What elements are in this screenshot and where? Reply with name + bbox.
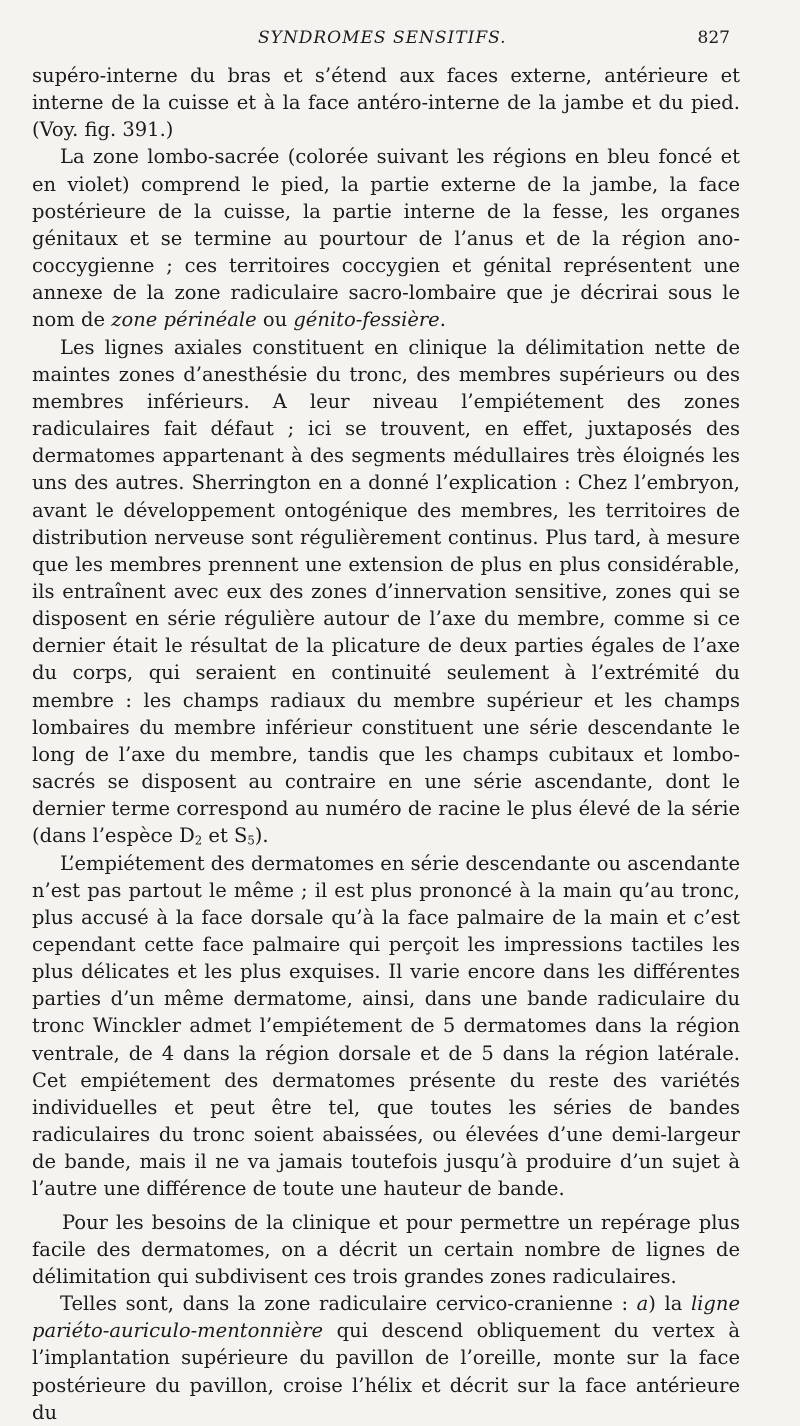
text-run: Pour les besoins de la clinique et pour permettre un repérage plus facile des dermatomes, on a décrit un certain nombre de lignes de délimitation qui subdivisent ces trois grandes zones radiculaires. xyxy=(32,1210,740,1288)
paragraph xyxy=(32,143,740,333)
text-run: ou xyxy=(256,308,294,332)
italic-text: génito-fessière xyxy=(293,308,440,332)
paragraph xyxy=(32,334,740,850)
italic-text: ligne pariéto-auriculo-mentonnière xyxy=(32,1292,740,1343)
text-run: L’empiétement des dermatomes en série descendante ou ascendante n’est pas partout le même ; il est plus prononcé à la main qu’au tronc, plus accusé à la face dorsale qu’à la face palmaire de la main et c’est cependant cette face palmaire qui perçoit les impressions tactiles les plus délicates et les plus exquises. Il varie encore dans les différentes parties d’un même dermatome, ainsi, dans une bande radiculaire du tronc Winckler admet l’empiétement de 5 dermatomes dans la région ventrale, de 4 dans la région dorsale et de 5 dans la région latérale. Cet empiétement des dermatomes présente du reste des variétés individuelles et peut être tel, que toutes les séries de bandes radiculaires du tronc soient abaissées, ou élevées d’une demi-largeur de bande, mais il ne va jamais toutefois jusqu’à produire d’un sujet à l’autre une différence de toute une hauteur de bande. xyxy=(32,851,740,1201)
text-run: supéro-interne du bras et s’étend aux faces externe, antérieure et interne de la cuisse et à la face antéro-interne de la jambe et du pied. (Voy. fig. 391.) xyxy=(32,64,740,142)
text-run: et S xyxy=(202,824,248,848)
subscript: 2 xyxy=(194,833,203,848)
page-number: 827 xyxy=(697,28,730,48)
text-run: ) la xyxy=(648,1292,691,1316)
text-run: ). xyxy=(254,824,269,848)
text-run: qui descend obliquement du vertex à l’implantation supérieure du pavillon de l’oreille, monte sur la face postérieure du pavillon, croise l’hélix et décrit sur la face antérieure du xyxy=(32,1319,740,1424)
text-run: Les lignes axiales constituent en clinique la délimitation nette de maintes zones d’anesthésie du tronc, des membres supérieurs ou des membres inférieurs. A leur niveau l’empiétement des zones radiculaires fait défaut ; ici se trouvent, en effet, juxtaposés des dermatomes appartenant à des segments médullaires très éloignés les uns des autres. Sherrington en a donné l’explication : Chez l’embryon, avant le développement ontogénique des membres, les territoires de distribution nerveuse sont régulièrement continus. Plus tard, à mesure que les membres prennent une extension de plus en plus considérable, ils entraînent avec eux des zones d’innervation sensitive, zones qui se disposent en série régulière autour de l’axe du membre, comme si ce dernier était le résultat de la plicature de deux parties égales de l’axe du corps, qui seraient en continuité seulement à l’extrémité du membre : les champs radiaux du membre supérieur et les champs lombaires du membre inférieur constituent une série descendante le long de l’axe du membre, tandis que les champs cubitaux et lombo-sacrés se disposent au contraire en une série ascendante, dont le dernier terme correspond au numéro de racine le plus élevé de la série (dans l’espèce D xyxy=(32,335,740,848)
body-text xyxy=(32,62,740,1426)
paragraph xyxy=(32,1290,740,1426)
text-run: La zone lombo-sacrée (colorée suivant les régions en bleu foncé et en violet) comprend le pied, la partie externe de la jambe, la face postérieure de la cuisse, la partie interne de la fesse, les organes génitaux et se termine au pourtour de l’anus et de la région ano-coccygienne ; ces territoires coccygien et génital représentent une annexe de la zone radiculaire sacro-lombaire que je décrirai sous le nom de xyxy=(32,145,740,332)
italic-text: a xyxy=(636,1292,649,1316)
paragraph xyxy=(32,1209,740,1290)
subscript: 5 xyxy=(247,833,255,848)
text-run: Telles sont, dans la zone radiculaire cervico-cranienne : xyxy=(60,1292,637,1316)
italic-text: zone périnéale xyxy=(111,308,257,332)
running-header xyxy=(0,28,800,56)
paragraph xyxy=(32,850,740,1203)
running-title: SYNDROMES SENSITIFS. xyxy=(258,28,507,48)
paragraph xyxy=(32,62,740,143)
text-run: . xyxy=(439,308,446,332)
